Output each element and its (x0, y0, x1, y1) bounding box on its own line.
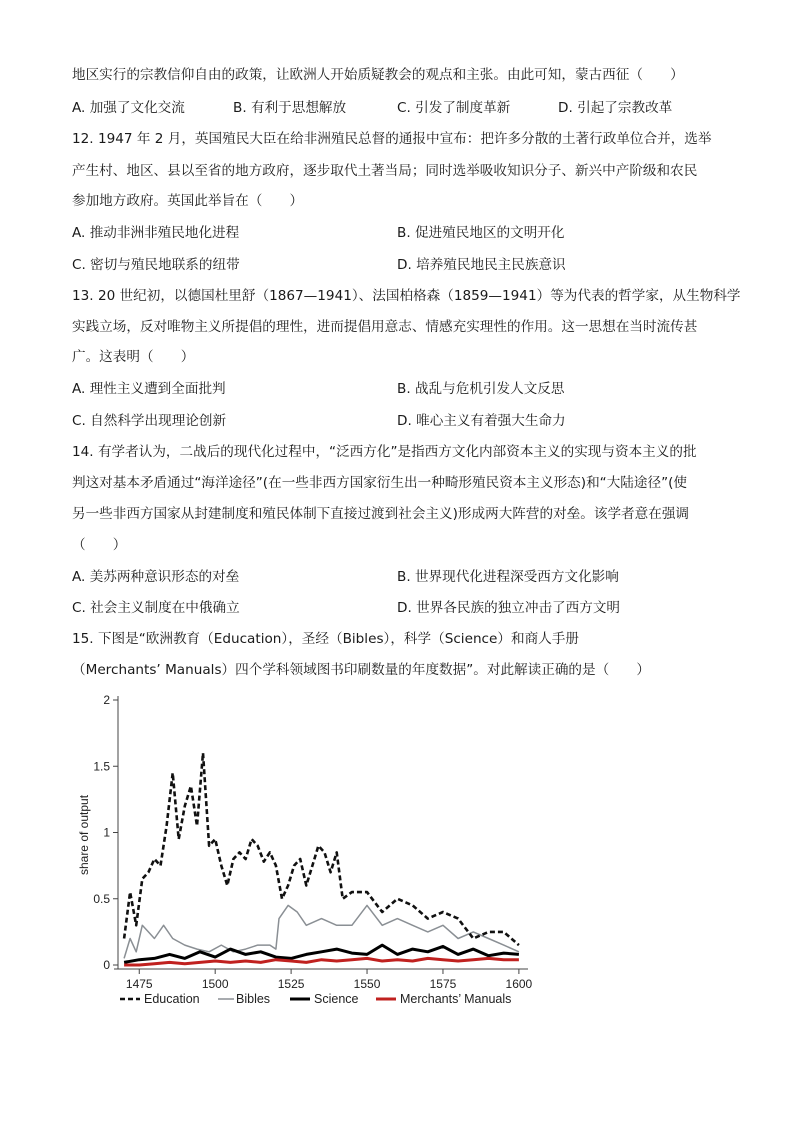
legend-label-3: Merchants’ Manuals (400, 992, 512, 1006)
q15-line-1: 15. 下图是“欧洲教育（Education），圣经（Bibles），科学（Science）和商人手册 (72, 631, 579, 647)
chart-axes (93, 693, 532, 991)
q14-line-2: 判这对基本矛盾通过“海洋途径”(在一些非西方国家衍生出一种畸形殖民资本主义形态)和“大陆途径”(使 (72, 475, 688, 491)
legend-label-2: Science (314, 992, 359, 1006)
q14-line-4: （ ） (72, 537, 127, 553)
q13-option-a: A. 理性主义遭到全面批判 (72, 381, 226, 397)
q12-line-3: 参加地方政府。英国此举旨在（ ） (72, 193, 304, 209)
q13-line-3: 广。这表明（ ） (72, 349, 195, 365)
q12-line-1: 12. 1947 年 2 月，英国殖民大臣在给非洲殖民总督的通报中宣布：把许多分散的土著行政单位合并，选举 (72, 131, 712, 147)
q13-option-d: D. 唯心主义有着强大生命力 (397, 413, 566, 429)
q14-line-1: 14. 有学者认为，二战后的现代化过程中，“泛西方化”是指西方文化内部资本主义的实现与资本主义的批 (72, 444, 697, 460)
x-tick-label: 1500 (201, 977, 229, 991)
x-tick-label: 1575 (429, 977, 457, 991)
y-tick-label: 2 (103, 693, 110, 707)
q12-option-b: B. 促进殖民地区的文明开化 (397, 225, 565, 241)
q14-option-a: A. 美苏两种意识形态的对垒 (72, 569, 240, 585)
x-tick-label: 1475 (125, 977, 153, 991)
q15-chart (70, 690, 540, 1020)
y-axis-label: share of output (77, 794, 91, 876)
legend-label-0: Education (144, 992, 200, 1006)
q13-option-c: C. 自然科学出现理论创新 (72, 413, 227, 429)
line-chart (70, 690, 540, 1020)
legend-label-1: Bibles (236, 992, 271, 1006)
y-tick-label: 0.5 (93, 891, 110, 906)
q11-option-a: A. 加强了文化交流 (72, 100, 185, 116)
q14-line-3: 另一些非西方国家从封建制度和殖民体制下直接过渡到社会主义)形成两大阵营的对垒。该学者意在强调 (72, 506, 690, 522)
q11-option-d: D. 引起了宗教改革 (558, 100, 673, 116)
q11-option-c: C. 引发了制度革新 (397, 100, 511, 116)
q13-line-1: 13. 20 世纪初，以德国杜里舒（1867—1941）、法国柏格森（1859—1941）等为代表的哲学家，从生物科学 (72, 288, 741, 304)
y-tick-label: 1 (103, 825, 110, 840)
q14-option-b: B. 世界现代化进程深受西方文化影响 (397, 569, 619, 585)
q13-option-b: B. 战乱与危机引发人文反思 (397, 381, 565, 397)
q12-option-a: A. 推动非洲非殖民地化进程 (72, 225, 240, 241)
x-tick-label: 1550 (353, 977, 381, 991)
q11-option-b: B. 有利于思想解放 (233, 100, 347, 116)
q11-text: 地区实行的宗教信仰自由的政策，让欧洲人开始质疑教会的观点和主张。由此可知，蒙古西征（ ） (72, 67, 684, 83)
q12-option-c: C. 密切与殖民地联系的纽带 (72, 257, 240, 273)
chart-series (124, 753, 519, 965)
q14-option-d: D. 世界各民族的独立冲击了西方文明 (397, 600, 621, 616)
q15-line-2: （Merchants’ Manuals）四个学科领域图书印刷数量的年度数据”。对此解读正确的是（ ） (72, 662, 650, 678)
y-tick-label: 1.5 (93, 759, 110, 774)
x-tick-label: 1600 (505, 977, 533, 991)
q14-option-c: C. 社会主义制度在中俄确立 (72, 600, 240, 616)
q12-option-d: D. 培养殖民地民主民族意识 (397, 257, 566, 273)
y-tick-label: 0 (103, 958, 110, 972)
q12-line-2: 产生村、地区、县以至省的地方政府，逐步取代土著当局；同时选举吸收知识分子、新兴中产阶级和农民 (72, 163, 698, 179)
chart-legend (120, 992, 511, 1006)
q13-line-2: 实践立场，反对唯物主义所提倡的理性，进而提倡用意志、情感充实理性的作用。这一思想在当时流传甚 (72, 319, 698, 335)
series-education-line (124, 753, 519, 945)
x-tick-label: 1525 (277, 977, 305, 991)
